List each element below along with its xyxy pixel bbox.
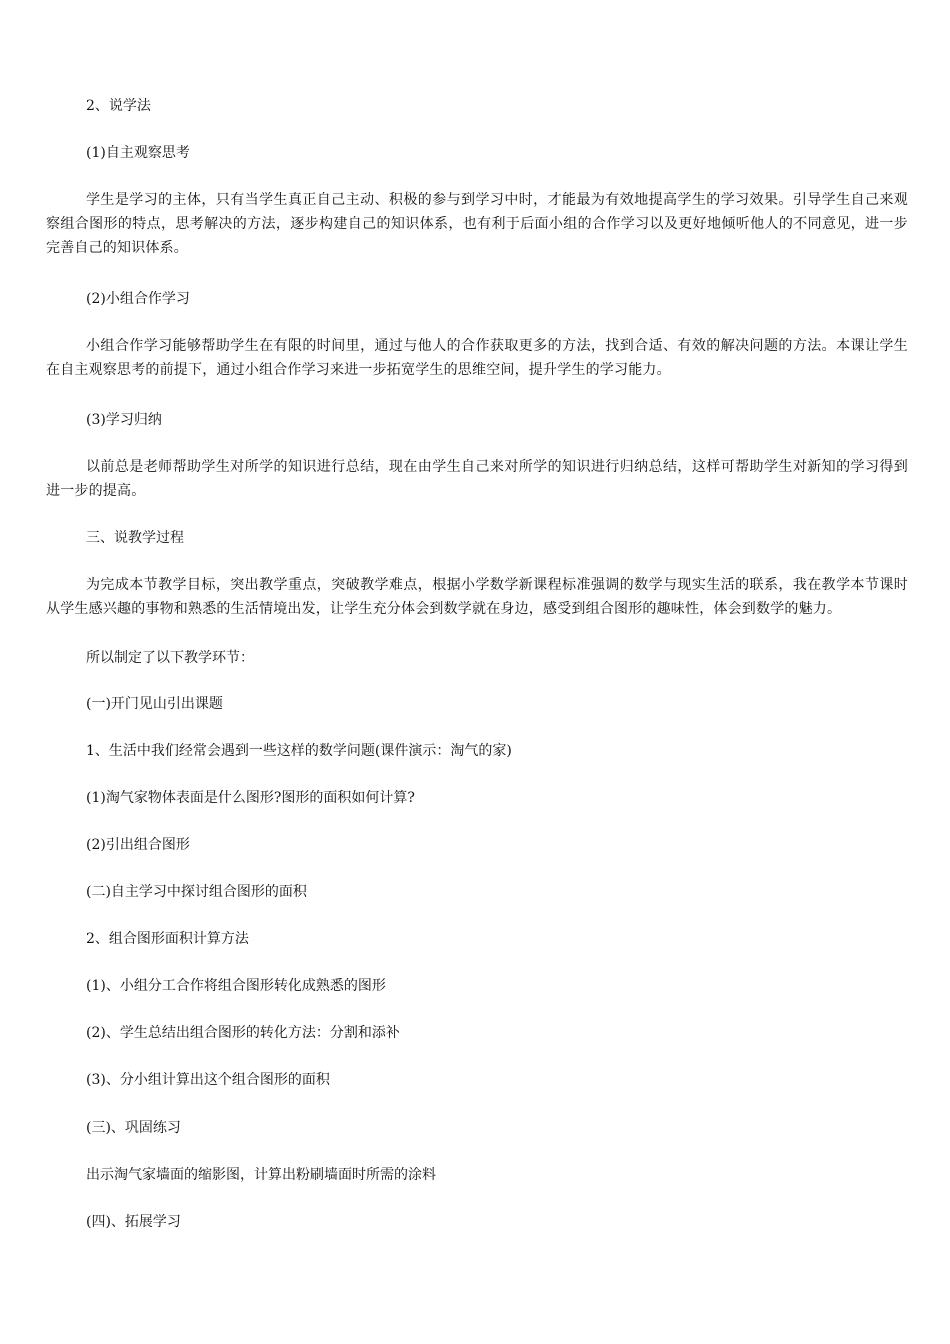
subheading-step-four: (四)、拓展学习 (86, 1214, 181, 1230)
line-step-two-sub-1: (1)、小组分工合作将组合图形转化成熟悉的图形 (86, 978, 386, 994)
subheading-study-summary: (3)学习归纳 (86, 412, 162, 428)
subheading-step-one: (一)开门见山引出课题 (86, 696, 223, 712)
line-step-one-item-1: 1、生活中我们经常会遇到一些这样的数学问题(课件演示：淘气的家) (86, 743, 512, 759)
line-step-two-sub-2: (2)、学生总结出组合图形的转化方法：分割和添补 (86, 1025, 400, 1041)
subheading-step-two: (二)自主学习中探讨组合图形的面积 (86, 884, 307, 900)
paragraph-self-observation: 学生是学习的主体，只有当学生真正自己主动、积极的参与到学习中时，才能最为有效地提高学生的学习效果。引导学生自己来观察组合图形的特点，思考解决的方法，逐步构建自己的知识体系，也有利于后面小组的合作学习以及更好地倾听他人的不同意见，进一步完善自己的知识体系。 (46, 192, 908, 256)
line-step-one-introduce: (2)引出组合图形 (86, 837, 190, 853)
line-step-three-exercise: 出示淘气家墙面的缩影图，计算出粉刷墙面时所需的涂料 (86, 1167, 436, 1183)
paragraph-study-summary: 以前总是老师帮助学生对所学的知识进行总结，现在由学生自己来对所学的知识进行归纳总结，这样可帮助学生对新知的学习得到进一步的提高。 (46, 459, 908, 499)
section-heading-teaching-process: 三、说教学过程 (86, 530, 184, 546)
subheading-group-cooperation: (2)小组合作学习 (86, 291, 190, 307)
subheading-self-observation: (1)自主观察思考 (86, 145, 190, 161)
line-teaching-steps-intro: 所以制定了以下教学环节： (86, 650, 254, 666)
line-step-one-question: (1)淘气家物体表面是什么图形?图形的面积如何计算? (86, 790, 415, 806)
paragraph-teaching-process: 为完成本节教学目标，突出教学重点，突破教学难点，根据小学数学新课程标准强调的数学与现实生活的联系，我在教学本节课时从学生感兴趣的事物和熟悉的生活情境出发，让学生充分体会到数学就在身边，感受到组合图形的趣味性，体会到数学的魅力。 (46, 577, 908, 617)
paragraph-group-cooperation: 小组合作学习能够帮助学生在有限的时间里，通过与他人的合作获取更多的方法，找到合适、有效的解决问题的方法。本课让学生在自主观察思考的前提下，通过小组合作学习来进一步拓宽学生的思维空间，提升学生的学习能力。 (46, 338, 908, 378)
line-step-two-sub-3: (3)、分小组计算出这个组合图形的面积 (86, 1072, 330, 1088)
line-step-two-item-2: 2、组合图形面积计算方法 (86, 931, 249, 947)
section-heading-study-method: 2、说学法 (86, 98, 151, 114)
subheading-step-three: (三)、巩固练习 (86, 1120, 181, 1136)
